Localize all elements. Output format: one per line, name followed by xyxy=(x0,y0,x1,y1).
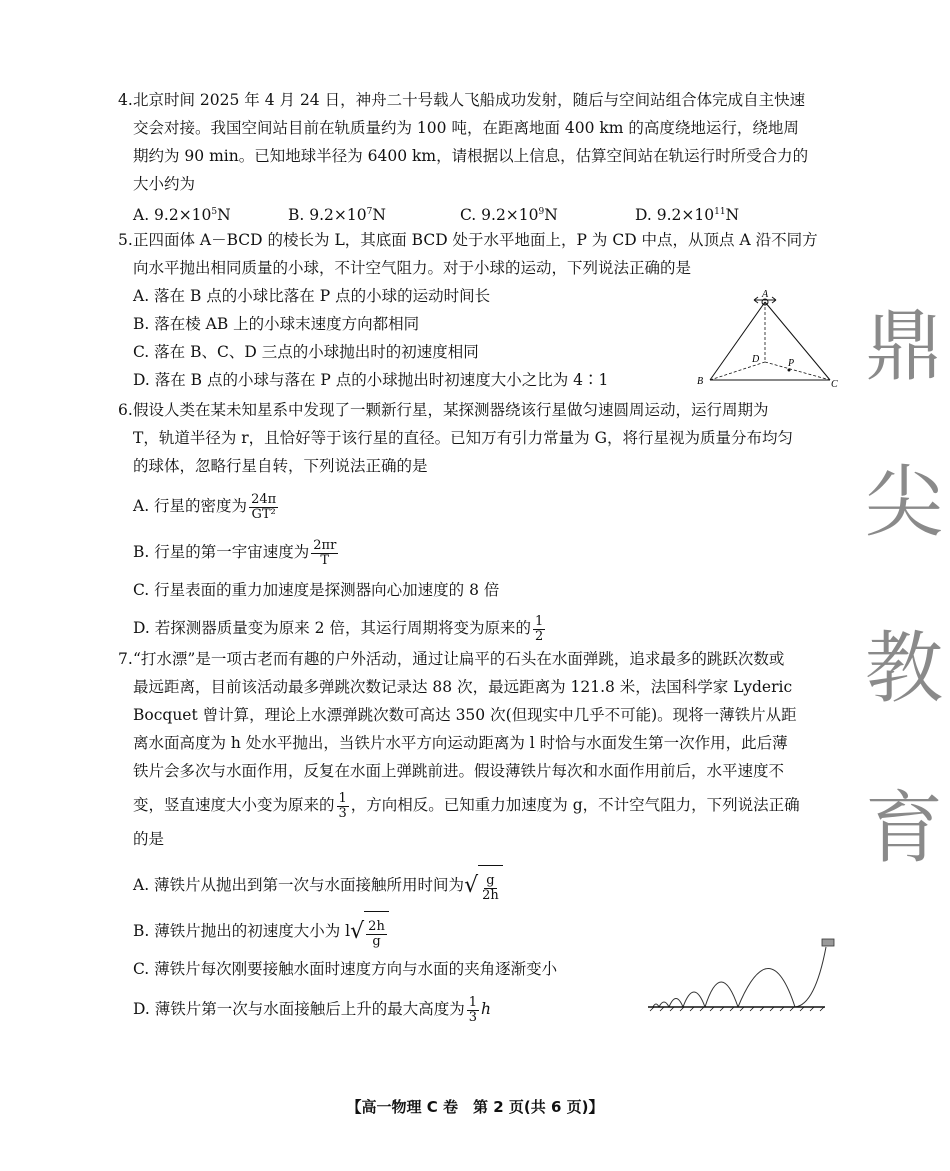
option-b[interactable]: B. 落在棱 AB 上的小球末速度方向都相同 xyxy=(133,315,420,333)
stem-line: 离水面高度为 h 处水平抛出，当铁片水平方向运动距离为 l 时恰与水面发生第一次作用，此后薄 xyxy=(133,734,788,752)
option-c[interactable]: C. $9.2\times 10^9N$ xyxy=(460,206,558,225)
option-b[interactable]: B. 薄铁片抛出的初速度大小为 l √ $\frac{2h}{g}$ xyxy=(118,911,838,953)
question-number: 5. xyxy=(118,231,133,249)
vertex-label: D xyxy=(752,354,760,365)
page-footer: 【高一物理 C 卷 第 2 页(共 6 页)】 xyxy=(346,1098,604,1116)
question-4 xyxy=(118,86,838,229)
stem-line: 最远距离，目前该活动最多弹跳次数记录达 88 次，最远距离为 121.8 米，法国科学家 Lyderic xyxy=(133,678,793,696)
option-a[interactable]: A. 落在 B 点的小球比落在 P 点的小球的运动时间长 xyxy=(133,287,491,305)
option-a[interactable]: A. 薄铁片从抛出到第一次与水面接触所用时间为 √ $\frac{g}{2h}$ xyxy=(118,865,838,907)
option-d[interactable]: D. 若探测器质量变为原来 2 倍，其运行周期将变为原来的 $\frac{1}{2}$ xyxy=(133,613,544,644)
option-d[interactable]: D. 落在 B 点的小球与落在 P 点的小球抛出时初速度大小之比为 4∶1 xyxy=(133,371,609,389)
stem-line: 向水平抛出相同质量的小球，不计空气阻力。对于小球的运动，下列说法正确的是 xyxy=(133,259,692,277)
option-c[interactable]: C. 薄铁片每次刚要接触水面时速度方向与水面的夹角逐渐变小 xyxy=(133,960,558,978)
skipping-stone-figure xyxy=(645,935,845,1015)
options-row xyxy=(118,198,838,229)
stem-line: 的球体，忽略行星自转，下列说法正确的是 xyxy=(133,457,428,475)
stem-line: 铁片会多次与水面作用，反复在水面上弹跳前进。假设薄铁片每次和水面作用前后，水平速度不 xyxy=(133,762,785,780)
stem-line: 大小约为 xyxy=(133,175,196,193)
stem-line: Bocquet 曾计算，理论上水漂弹跳次数可高达 350 次(但现实中几乎不可能)。现将一薄铁片从距 xyxy=(133,706,797,724)
option-a[interactable]: A. 行星的密度为 $\frac{24\pi}{\text{GT²}}$ xyxy=(133,491,277,522)
vertex-label: A xyxy=(762,290,769,300)
option-c[interactable]: C. 落在 B、C、D 三点的小球抛出时的初速度相同 xyxy=(133,343,479,361)
stem-line: 假设人类在某未知星系中发现了一颗新行星，某探测器绕该行星做匀速圆周运动，运行周期为 xyxy=(133,401,769,419)
question-number: 7. xyxy=(118,650,133,668)
option-c[interactable]: C. 行星表面的重力加速度是探测器向心加速度的 8 倍 xyxy=(133,581,500,599)
option-a[interactable]: A. $9.2\times 10^5N$ xyxy=(133,206,231,225)
stem-line: “打水漂”是一项古老而有趣的户外活动，通过让扁平的石头在水面弹跳，追求最多的跳跃次数或 xyxy=(133,650,785,668)
option-b[interactable]: B. 行星的第一宇宙速度为 $\frac{2\pi r}{T}$ xyxy=(133,537,337,568)
stem-line: 的是 xyxy=(133,830,165,848)
stem-line: 交会对接。我国空间站目前在轨质量约为 100 吨，在距离地面 400 km 的高度绕地运行，绕地周 xyxy=(133,119,799,137)
vertex-label: B xyxy=(697,376,704,387)
option-b[interactable]: B. $9.2\times 10^7N$ xyxy=(288,206,386,225)
stem-line: 期约为 90 min。已知地球半径为 6400 km，请根据以上信息，估算空间站在轨运行时所受合力的 xyxy=(133,147,809,165)
question-6 xyxy=(118,396,838,648)
watermark-char: 尖 xyxy=(864,458,943,548)
vertex-label: P xyxy=(788,358,795,369)
watermark-char: 教 xyxy=(864,624,943,714)
watermark-char: 育 xyxy=(864,784,943,874)
question-number: 6. xyxy=(118,401,133,419)
tetrahedron-figure xyxy=(692,290,842,390)
option-d[interactable]: D. 薄铁片第一次与水面接触后上升的最大高度为 $\frac{1}{3}$ h xyxy=(133,994,491,1025)
option-d[interactable]: D. $9.2\times 10^{11}N$ xyxy=(635,206,740,225)
stem-line: 变，竖直速度大小变为原来的 $\frac{1}{3}$ ，方向相反。已知重力加速度为 g，不计空气阻力，下列说法正确 xyxy=(133,790,800,821)
stem-line: 正四面体 A－BCD 的棱长为 L，其底面 BCD 处于水平地面上，P 为 CD 中点，从顶点 A 沿不同方 xyxy=(133,231,818,249)
question-number: 4. xyxy=(118,91,133,109)
stem-line: T，轨道半径为 r，且恰好等于该行星的直径。已知万有引力常量为 G，将行星视为质量分布均匀 xyxy=(133,429,793,447)
vertex-label: C xyxy=(831,379,838,390)
watermark-char: 鼎 xyxy=(864,302,943,392)
stem-line: 北京时间 2025 年 4 月 24 日，神舟二十号载人飞船成功发射，随后与空间站组合体完成自主快速 xyxy=(133,91,806,109)
